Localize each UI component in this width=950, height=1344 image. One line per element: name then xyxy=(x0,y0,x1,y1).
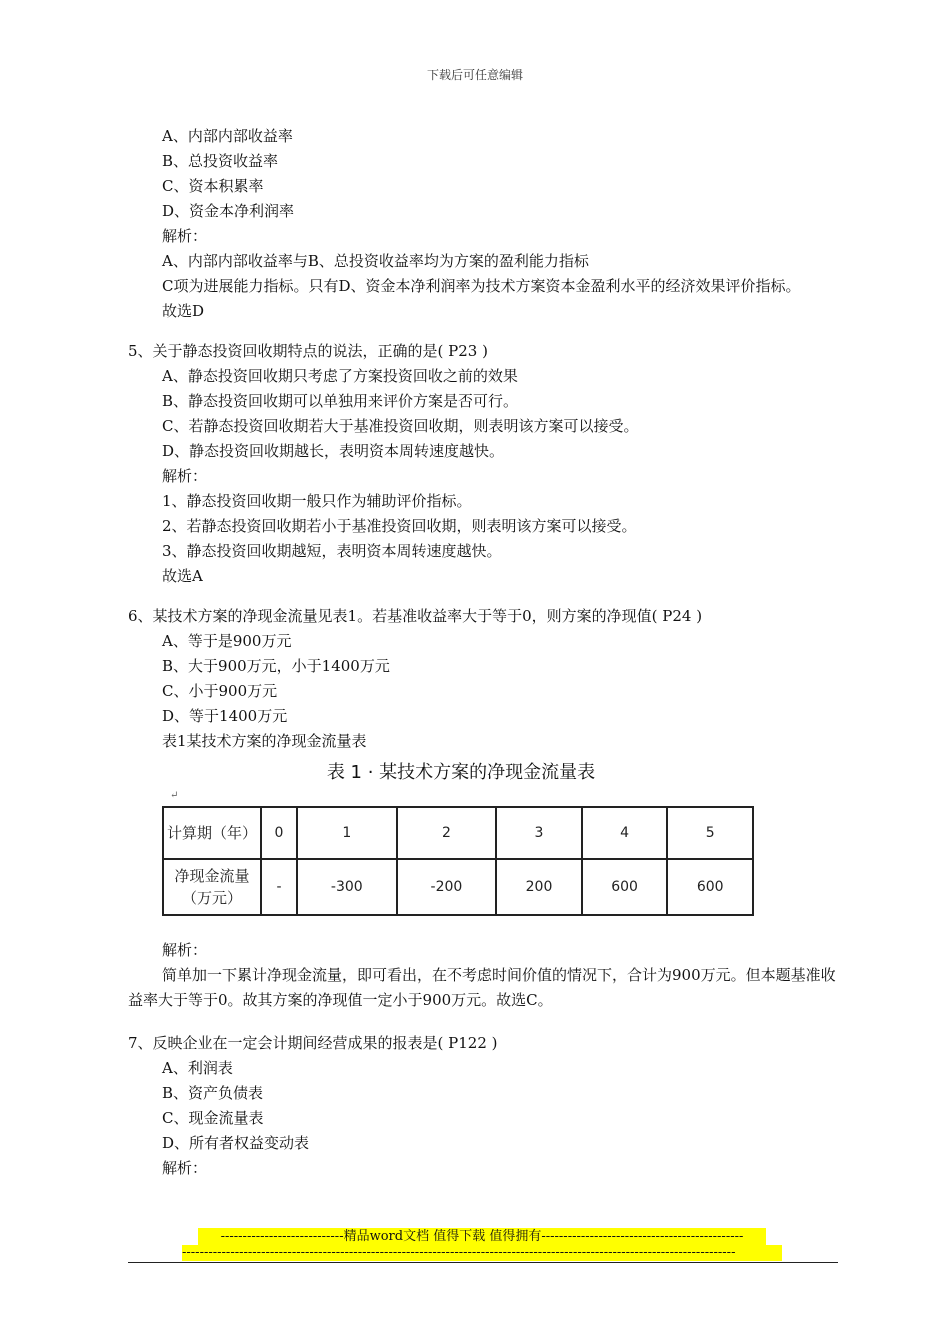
q4-option-d: D、资金本净利润率 xyxy=(162,202,295,220)
row-header-period: 计算期（年） xyxy=(163,807,261,859)
q7-analysis-label: 解析： xyxy=(162,1159,208,1177)
table-cell: 600 xyxy=(667,859,753,915)
q7-option-c: C、现金流量表 xyxy=(162,1109,264,1127)
q5-analysis-label: 解析： xyxy=(162,467,208,485)
cashflow-table-image xyxy=(162,760,760,916)
q5-analysis-3: 3、静态投资回收期越短，表明资本周转速度越快。 xyxy=(162,542,502,560)
table-row xyxy=(163,859,753,915)
cashflow-table xyxy=(162,806,754,916)
q5-analysis-1: 1、静态投资回收期一般只作为辅助评价指标。 xyxy=(162,492,472,510)
q4-options xyxy=(128,124,838,224)
table-cell: 5 xyxy=(667,807,753,859)
row-header-cashflow: 净现金流量（万元） xyxy=(163,859,261,915)
q6-question: 6、某技术方案的净现金流量见表1。若基准收益率大于等于0，则方案的净现值( P24 ) xyxy=(128,607,703,625)
table-cell: 1 xyxy=(297,807,397,859)
q5-option-c: C、若静态投资回收期若大于基准投资回收期，则表明该方案可以接受。 xyxy=(162,417,639,435)
table-cell: 2 xyxy=(397,807,497,859)
q6-option-c: C、小于900万元 xyxy=(162,682,278,700)
q4-answer: 故选D xyxy=(162,302,205,320)
footer-banner-line-2: ------------------------------------------------------------------------------------------------------------------------------ xyxy=(182,1245,782,1261)
q5-option-a: A、静态投资回收期只考虑了方案投资回收之前的效果 xyxy=(162,367,518,385)
table-row xyxy=(163,807,753,859)
q6-option-d: D、等于1400万元 xyxy=(162,707,288,725)
q4-analysis-2: C项为进展能力指标。只有D、资金本净利润率为技术方案资本金盈利水平的经济效果评价指标。 xyxy=(162,277,801,295)
q7-question: 7、反映企业在一定会计期间经营成果的报表是( P122 ) xyxy=(128,1034,498,1052)
q7-option-a: A、利润表 xyxy=(162,1059,233,1077)
footer-banner-line-1: ----------------------------精品word文档 值得下载 值得拥有---------------------------------------------- xyxy=(198,1228,766,1245)
table-cell: 3 xyxy=(496,807,582,859)
page-header: 下载后可任意编辑 xyxy=(426,68,523,82)
q4-analysis-1: A、内部内部收益率与B、总投资收益率均为方案的盈利能力指标 xyxy=(162,252,589,270)
q5-option-b: B、静态投资回收期可以单独用来评价方案是否可行。 xyxy=(162,392,519,410)
q5-answer: 故选A xyxy=(162,567,203,585)
table-cell: 600 xyxy=(582,859,668,915)
q6-table-caption: 表1某技术方案的净现金流量表 xyxy=(162,732,367,750)
q5-question: 5、关于静态投资回收期特点的说法，正确的是( P23 ) xyxy=(128,342,488,360)
q4-analysis-label: 解析： xyxy=(162,227,208,245)
q5-analysis-2: 2、若静态投资回收期若小于基准投资回收期，则表明该方案可以接受。 xyxy=(162,517,637,535)
q6-analysis: 简单加一下累计净现金流量，即可看出，在不考虑时间价值的情况下，合计为900万元。但本题基准收益率大于等于0。故其方案的净现值一定小于900万元。故选C。 xyxy=(128,966,836,1009)
paragraph-mark: ↵ xyxy=(170,790,179,801)
q4-option-c: C、资本积累率 xyxy=(162,177,264,195)
table-cell: -300 xyxy=(297,859,397,915)
table-cell: - xyxy=(261,859,297,915)
q6-option-a: A、等于是900万元 xyxy=(162,632,292,650)
q5-option-d: D、静态投资回收期越长，表明资本周转速度越快。 xyxy=(162,442,505,460)
cashflow-table-title: 表 1 · 某技术方案的净现金流量表 xyxy=(326,762,596,783)
document-body xyxy=(128,124,838,1181)
table-cell: -200 xyxy=(397,859,497,915)
q7-option-d: D、所有者权益变动表 xyxy=(162,1134,310,1152)
q4-option-a: A、内部内部收益率 xyxy=(162,127,293,145)
table-cell: 200 xyxy=(496,859,582,915)
table-cell: 4 xyxy=(582,807,668,859)
q6-analysis-label: 解析： xyxy=(162,941,208,959)
footer-divider xyxy=(128,1262,838,1263)
q4-option-b: B、总投资收益率 xyxy=(162,152,279,170)
q7-option-b: B、资产负债表 xyxy=(162,1084,264,1102)
table-cell: 0 xyxy=(261,807,297,859)
q6-option-b: B、大于900万元，小于1400万元 xyxy=(162,657,390,675)
